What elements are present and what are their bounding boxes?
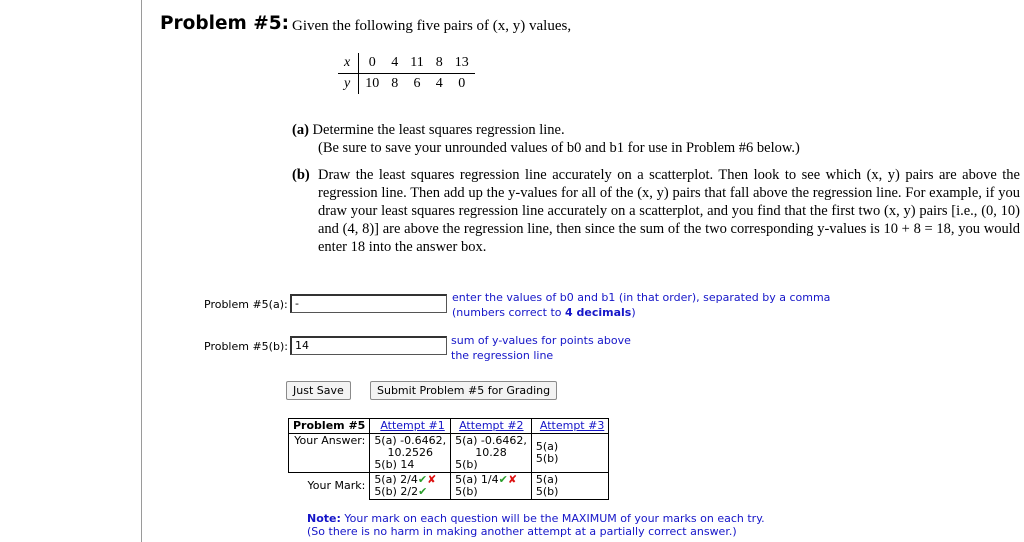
x-value: 0: [359, 53, 386, 74]
attempts-table: [288, 418, 609, 500]
part-a: [292, 121, 1022, 157]
answer-a-label: Problem #5(a):: [204, 298, 288, 311]
y-value: 8: [391, 76, 399, 91]
part-a-label: (a): [292, 122, 309, 138]
problem-title: Problem #5:: [160, 13, 290, 34]
check-icon: ✔: [417, 473, 428, 486]
y-header: y: [338, 74, 359, 95]
cross-icon: ✘: [507, 473, 518, 486]
x-value: 4: [385, 53, 404, 74]
your-answer-label: Your Answer:: [289, 434, 370, 473]
attempt-3-mark: 5(a) 5(b): [531, 473, 608, 500]
submit-grading-button[interactable]: Submit Problem #5 for Grading: [370, 381, 557, 400]
xy-data-table: [338, 53, 475, 94]
y-value: 6: [413, 76, 421, 91]
x-row: [338, 53, 475, 74]
attempt-1-mark: 5(a) 2/4✔✘ 5(b) 2/2✔: [370, 473, 451, 500]
your-mark-row: [289, 473, 609, 500]
attempt-3-answer: 5(a) 5(b): [531, 434, 608, 473]
answer-b-label: Problem #5(b):: [204, 340, 288, 353]
x-value: 8: [430, 53, 449, 74]
part-b-text: Draw the least squares regression line accurately on a scatterplot. Then look to see which (x, y) pairs are above the regression line. Then add up the y-values for all of the (x, y) pairs that fall above the regression line. For example, if you draw your least squares regression line accurately on a scatterplot, and you find that the first two (x, y) pairs [i.e., (0, 10) and (4, 8)] are above the regression line, then since the sum of the two corresponding y-values is 10 + 8 = 18, you would enter 18 into the answer box.: [318, 167, 1020, 255]
y-row: [338, 74, 475, 95]
x-value: 13: [449, 53, 475, 74]
attempts-header-row: [289, 419, 609, 434]
part-a-line2: (Be sure to save your unrounded values of b0 and b1 for use in Problem #6 below.): [318, 140, 800, 156]
check-icon: ✔: [498, 473, 508, 486]
answer-a-input[interactable]: -: [290, 294, 447, 313]
your-answer-row: [289, 434, 609, 473]
grading-note: Note: Your mark on each question will be the MAXIMUM of your marks on each try. (So there is no harm in making another attempt at a partially correct answer.): [307, 512, 765, 538]
just-save-button[interactable]: Just Save: [286, 381, 351, 400]
attempt-2-mark: 5(a) 1/4✔✘ 5(b): [451, 473, 532, 500]
answer-b-hint: sum of y-values for points above the regression line: [451, 334, 631, 362]
answer-b-input[interactable]: 14: [290, 336, 447, 355]
your-mark-label: Your Mark:: [307, 479, 366, 493]
attempt-1-answer: 5(a) -0.6462, 10.2526 5(b) 14: [370, 434, 451, 473]
y-value: 10: [365, 76, 380, 91]
attempt-3-header[interactable]: Attempt #3: [531, 419, 608, 434]
x-header: x: [338, 53, 359, 74]
attempt-2-header[interactable]: Attempt #2: [451, 419, 532, 434]
part-b-label: (b): [292, 167, 310, 183]
part-b: [292, 166, 1020, 256]
x-value: 11: [404, 53, 429, 74]
cross-icon: ✘: [427, 473, 437, 486]
attempt-2-answer: 5(a) -0.6462, 10.28 5(b): [451, 434, 532, 473]
left-divider: [141, 0, 142, 542]
answer-a-hint: enter the values of b0 and b1 (in that order), separated by a comma (numbers correct to 4 decimals): [452, 291, 831, 319]
part-a-line1: Determine the least squares regression line.: [312, 122, 565, 138]
attempt-1-header[interactable]: Attempt #1: [370, 419, 451, 434]
attempts-problem-header: Problem #5: [289, 419, 370, 434]
y-value: 0: [458, 76, 466, 91]
check-icon: ✔: [418, 485, 428, 498]
y-value: 4: [435, 76, 443, 91]
problem-intro: Given the following five pairs of (x, y) values,: [292, 18, 572, 34]
